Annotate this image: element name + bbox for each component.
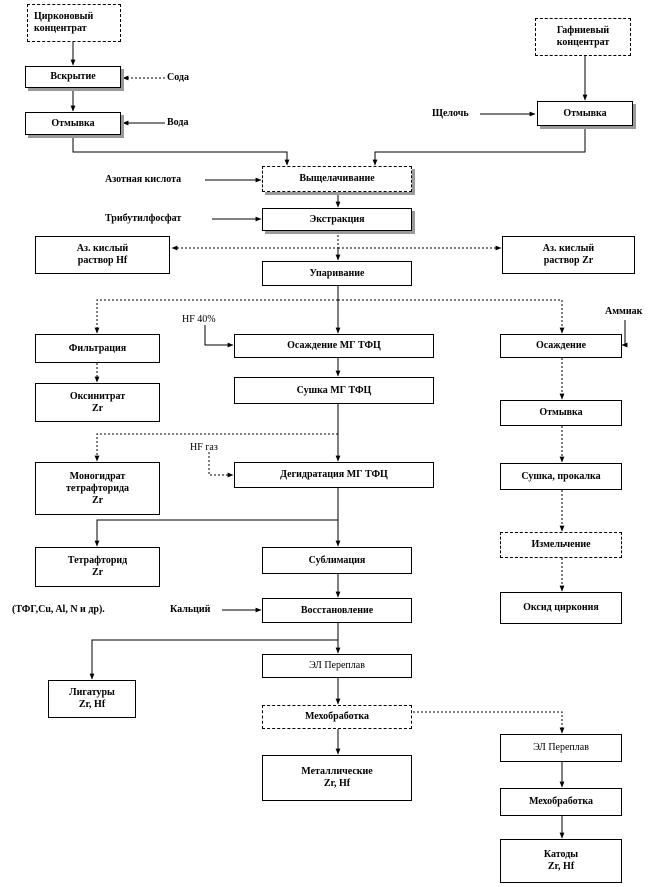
box-vyshchelachivanie: Выщелачивание (262, 166, 412, 192)
box-az-zr: Аз. кислый раствор Zr (502, 236, 635, 274)
box-sushka-prokalka: Сушка, прокалка (500, 463, 622, 490)
box-dehydration: Дегидратация МГ ТФЦ (234, 462, 434, 488)
box-oxinitrat: Оксинитрат Zr (35, 383, 160, 422)
arrow-to-filtration (97, 300, 338, 333)
box-metallic: Металлические Zr, Hf (262, 755, 412, 801)
box-mehobrabotka-2: Мехобработка (500, 788, 622, 816)
label-voda: Вода (167, 117, 189, 128)
arrow-to-tetrafluoride (97, 520, 338, 546)
box-vskrytie: Вскрытие (25, 66, 121, 88)
arrow-to-el-pereplav2 (413, 712, 562, 733)
arrow-ammiak (622, 320, 625, 345)
box-sushka-mg: Сушка МГ ТФЦ (234, 377, 434, 404)
box-ligatury: Лигатуры Zr, Hf (48, 680, 136, 718)
arrow-otmyvka2-to-vyshchelach (375, 126, 585, 165)
box-tetrafluoride: Тетрафторид Zr (35, 547, 160, 587)
box-az-hf: Аз. кислый раствор Hf (35, 236, 170, 274)
box-sublimation: Сублимация (262, 547, 412, 574)
label-impurities: (ТФГ,Cu, Al, N и др). (12, 604, 105, 615)
box-izmelchenie: Измельчение (500, 532, 622, 558)
box-osazhdenie-right: Осаждение (500, 334, 622, 358)
box-katody: Катоды Zr, Hf (500, 839, 622, 883)
label-hf-gas: HF газ (190, 442, 218, 453)
box-osazhdenie-mg: Осаждение МГ ТФЦ (234, 334, 434, 358)
box-el-pereplav-1: ЭЛ Переплав (262, 654, 412, 678)
label-hf40: HF 40% (182, 314, 216, 325)
box-otmyvka-1: Отмывка (25, 112, 121, 135)
box-zircon-concentrate: Цирконовый концентрат (27, 4, 121, 42)
box-vosstanovlenie: Восстановление (262, 598, 412, 623)
box-monohydrate: Моногидрат тетрафторида Zr (35, 462, 160, 515)
box-hafnium-concentrate: Гафниевый концентрат (535, 18, 631, 56)
label-shchelochi: Щелочь (432, 108, 469, 119)
box-otmyvka-2: Отмывка (537, 101, 633, 126)
box-extraction: Экстракция (262, 208, 412, 231)
box-el-pereplav-2: ЭЛ Переплав (500, 734, 622, 762)
arrow-hf-gas (209, 452, 233, 475)
label-calcium: Кальций (170, 604, 211, 615)
label-nitric-acid: Азотная кислота (105, 174, 182, 185)
arrow-to-osazhd-right (338, 300, 562, 333)
box-oxide-zirconium: Оксид циркония (500, 592, 622, 624)
label-ammiak: Аммиак (605, 306, 643, 317)
box-filtration: Фильтрация (35, 334, 160, 363)
label-soda: Сода (167, 72, 189, 83)
label-tbp: Трибутилфосфат (105, 213, 182, 224)
box-otmyvka-3: Отмывка (500, 400, 622, 426)
arrow-hf40 (205, 325, 233, 345)
box-mehobrabotka-1: Мехобработка (262, 705, 412, 729)
arrow-to-az-hf (172, 231, 338, 248)
arrow-otmyvka-to-vyshchelach (73, 135, 287, 165)
box-uparivanie: Упаривание (262, 261, 412, 286)
